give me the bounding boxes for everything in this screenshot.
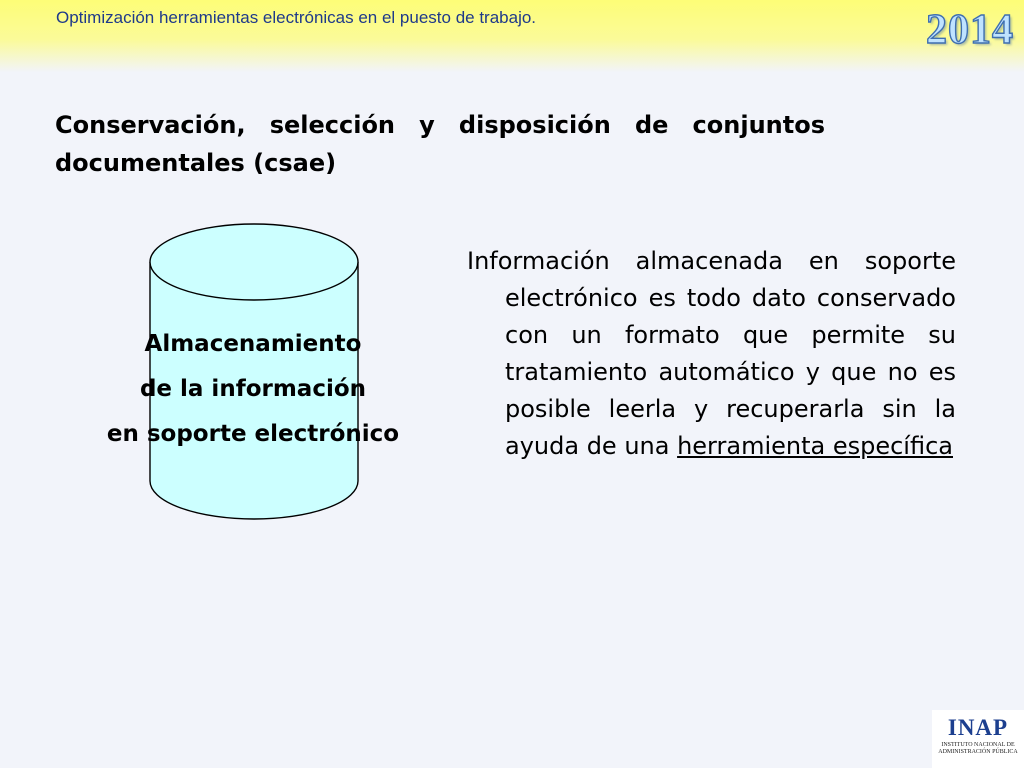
definition-paragraph	[467, 243, 956, 465]
cylinder-label-line-1: Almacenamiento	[144, 331, 362, 357]
inap-logo-wordmark: INAP	[947, 715, 1009, 740]
presentation-title: Optimización herramientas electrónicas en el puesto de trabajo.	[56, 8, 537, 27]
inap-logo	[932, 710, 1024, 768]
year-label: 2014	[926, 7, 1014, 53]
cylinder-label	[80, 322, 426, 457]
inap-logo-subtitle-1: INSTITUTO NACIONAL DE	[941, 742, 1015, 748]
cylinder-label-line-3: en soporte electrónico	[106, 421, 400, 447]
definition-text: Información almacenada en soporte electrónico es todo dato conservado con un formato que permite su tratamiento automático y que no es posible leerla y recuperarla sin la ayuda de una	[467, 247, 956, 460]
inap-logo-subtitle-2: ADMINISTRACIÓN PÚBLICA	[938, 749, 1018, 755]
cylinder-label-line-2: de la información	[139, 376, 367, 402]
definition-underlined-term: herramienta específica	[677, 432, 953, 460]
slide-title: Conservación, selección y disposición de conjuntos documentales (csae)	[55, 111, 825, 177]
